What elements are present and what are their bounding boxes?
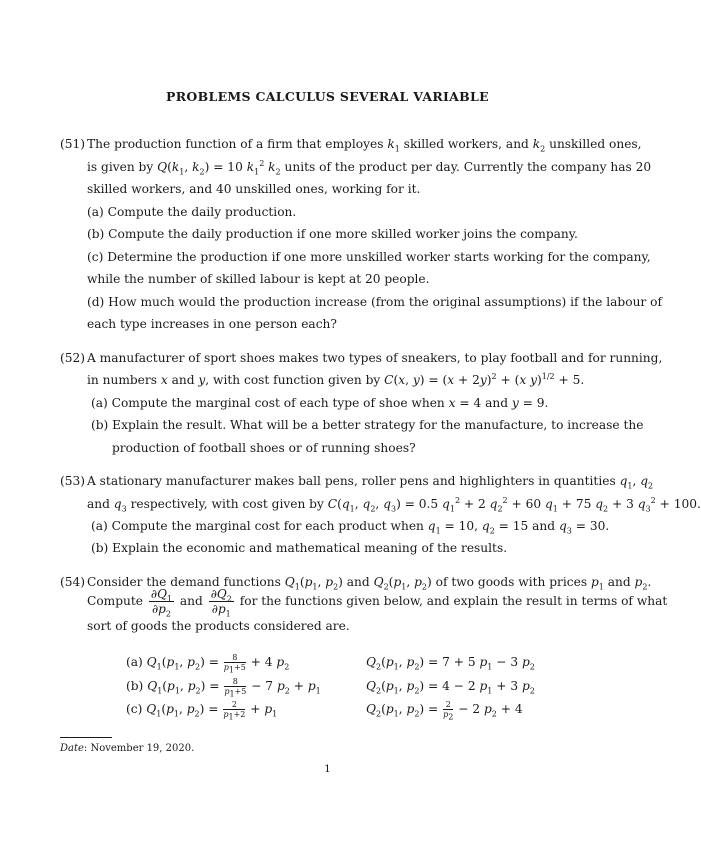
page-number: 1: [324, 763, 331, 775]
subquestion-b: (b) Explain the economic and mathematical meaning of the results.: [91, 541, 508, 555]
function-c-q2: $Q_2(p_1$, $p_2$) = $\frac{2}{p_2}$ − 2 $p_2 + 4$: [366, 700, 523, 722]
subquestion-d: (d) How much would the production increase (from the original assumptions) if the labour of: [87, 295, 662, 309]
problem-text-line: skilled workers, and 40 unskilled ones, working for it.: [87, 182, 421, 196]
problem-text-line: Consider the demand functions $Q_1(p_1$, $p_2$) and $Q_2(p_1$, $p_2$) of two goods with prices $p_1$ and $p_2$.: [87, 575, 652, 592]
problem-number: (51): [60, 137, 86, 151]
footnote-date-label: Date: [60, 743, 84, 754]
problem-text-line: and $q_3$ respectively, with cost given by $C(q_1$, $q_2$, $q_3) = 0.5$ $q_1^2 + 2$ $q_2^2 + 60$ $q_1 + 75$ $q_2 + 3$ $q_3^2 + 100$.: [87, 495, 701, 514]
problem-text-line: A stationary manufacturer makes ball pens, roller pens and highlighters in quantities $q_1$, $q_2$: [87, 474, 654, 491]
subquestion-a: (a) Compute the daily production.: [87, 205, 297, 219]
subquestion-b: (b) Compute the daily production if one more skilled worker joins the company.: [87, 227, 578, 241]
problem-number: (53): [60, 474, 86, 488]
problem-text-line: A manufacturer of sport shoes makes two types of sneakers, to play football and for running,: [87, 351, 663, 365]
function-b-q2: $Q_2(p_1$, $p_2) = 4 - 2$ $p_1 + 3$ $p_2$: [366, 679, 535, 696]
subquestion-c: (c) Determine the production if one more unskilled worker starts working for the company,: [87, 250, 651, 264]
subquestion-b-cont: production of football shoes or of running shoes?: [112, 441, 416, 455]
footnote-date-value: : November 19, 2020.: [83, 743, 195, 754]
problem-text-line: in numbers x and y, with cost function given by C(x, $y) = (x + 2y)^2 + (x$ y)$^{1/2}$ + 5.: [87, 371, 585, 387]
subquestion-d-cont: each type increases in one person each?: [87, 317, 337, 331]
problem-text-line: is given by $Q(k_1$, $k_2) = 10$ $k_1^2$ $k_2$ units of the product per day. Currently the company has 20: [87, 158, 652, 177]
problem-text-line: sort of goods the products considered are.: [87, 619, 350, 633]
problem-text-line: The production function of a firm that employes $k_1$ skilled workers, and $k_2$ unskilled ones,: [87, 137, 642, 154]
function-a-q1: (a) $Q_1(p_1$, $p_2$) = $\frac{8}{p_1+5}$ + 4 $p_2$: [126, 653, 290, 675]
problem-text-line: Compute $\frac{\partial Q_1}{\partial p_2}$ and $\frac{\partial Q_2}{\partial p_1}$ for the functions given below, and explain the result in terms of what: [87, 587, 668, 619]
function-a-q2: $Q_2(p_1$, $p_2) = 7 + 5$ $p_1 - 3$ $p_2$: [366, 655, 535, 672]
subquestion-a: (a) Compute the marginal cost of each type of shoe when x = 4 and y = 9.: [91, 396, 549, 410]
function-c-q1: (c) $Q_1(p_1$, $p_2$) = $\frac{2}{p_1+2}$ + $p_1$: [126, 700, 278, 722]
problem-number: (52): [60, 351, 86, 365]
problem-number: (54): [60, 575, 86, 589]
subquestion-b: (b) Explain the result. What will be a better strategy for the manufacture, to increase the: [91, 418, 644, 432]
subquestion-a: (a) Compute the marginal cost for each product when $q_1 = 10$, $q_2 = 15$ and $q_3 = 30$.: [91, 519, 610, 536]
subquestion-c-cont: while the number of skilled labour is kept at 20 people.: [87, 272, 430, 286]
page-title: PROBLEMS CALCULUS SEVERAL VARIABLE: [166, 89, 489, 104]
function-b-q1: (b) $Q_1(p_1$, $p_2$) = $\frac{8}{p_1+5}$ − 7 $p_2 + p_1$: [126, 677, 321, 699]
